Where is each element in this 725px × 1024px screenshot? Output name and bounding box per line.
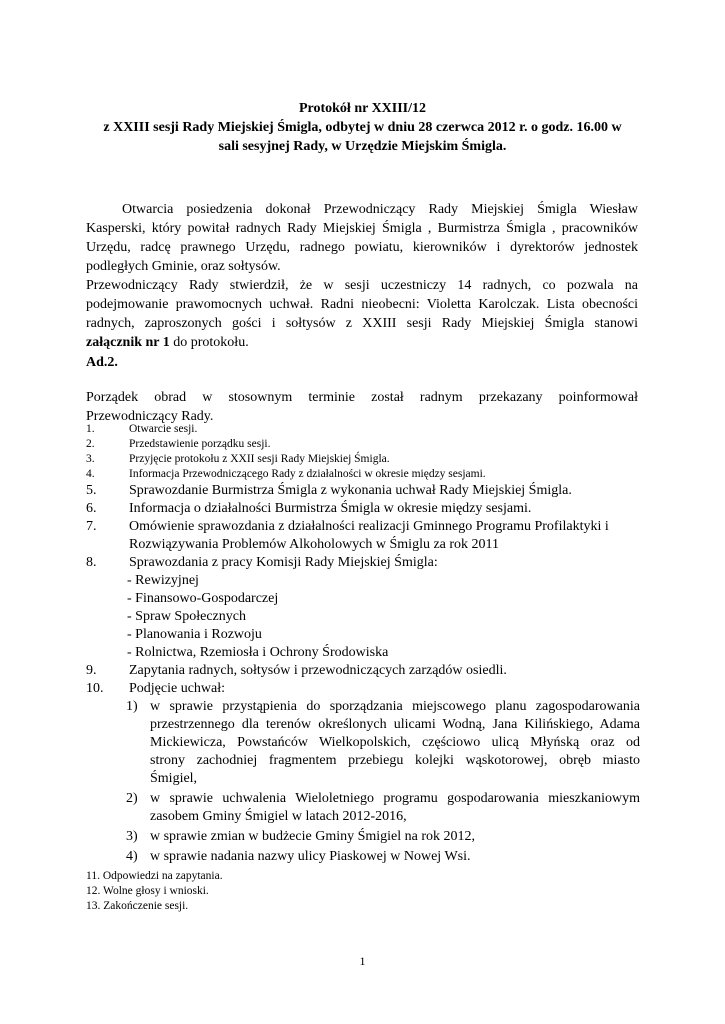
- agenda-item-number: 7.: [86, 519, 97, 534]
- opening-line: [86, 333, 638, 352]
- resolution-text: [150, 828, 640, 846]
- attachment-reference: załącznik nr 1: [86, 335, 170, 350]
- agenda-item: 12. Wolne głosy i wnioski.: [86, 885, 209, 897]
- agenda-item-text: Omówienie sprawozdania z działalności realizacji Gminnego Programu Profilaktyki i: [129, 519, 609, 534]
- resolution-text: [150, 698, 640, 788]
- agenda-item-number: 3.: [86, 453, 95, 465]
- agenda-item: 11. Odpowiedzi na zapytania.: [86, 870, 223, 882]
- resolution-line: zasobem Gminy Śmigiel w latach 2012-2016,: [150, 809, 407, 824]
- opening-line: radnych, zaproszonych gości i sołtysów z XXIII sesji Rady Miejskiej Śmigla stanowi: [86, 316, 638, 331]
- section-heading-ad2: Ad.2.: [86, 355, 118, 370]
- agenda-item-text: Informacja Przewodniczącego Rady z działalności w okresie między sesjami.: [129, 468, 486, 480]
- agenda-item-number: 8.: [86, 555, 97, 570]
- opening-line: podejmowanie prawomocnych uchwał. Radni nieobecni: Violetta Karolczak. Lista obecności: [86, 297, 638, 312]
- opening-paragraph: [86, 200, 638, 352]
- resolution-line: Mickiewicza, Powstańców Wielkopolskich, częściowo ulicą Młyńską oraz od: [150, 735, 640, 750]
- agenda-item-text: Przyjęcie protokołu z XXII sesji Rady Miejskiej Śmigla.: [129, 453, 390, 465]
- resolution-number: 3): [126, 829, 138, 844]
- resolution-text: [150, 848, 640, 866]
- resolution-number: 1): [126, 699, 138, 714]
- opening-line: Otwarcia posiedzenia dokonał Przewodniczący Rady Miejskiej Śmigla Wiesław: [122, 202, 638, 217]
- agenda-item-text: Sprawozdanie Burmistrza Śmigla z wykonania uchwał Rady Miejskiej Śmigla.: [129, 483, 572, 498]
- agenda-item-number: 9.: [86, 663, 97, 678]
- resolution-text: [150, 790, 640, 826]
- agenda-item-text: Rozwiązywania Problemów Alkoholowych w Śmiglu za rok 2011: [129, 537, 500, 552]
- resolution-line: Śmigiel,: [150, 771, 198, 786]
- agenda-item-text: Sprawozdania z pracy Komisji Rady Miejskiej Śmigla:: [129, 555, 438, 570]
- resolution-line: w sprawie przystąpienia do sporządzania miejscowego planu zagospodarowania: [150, 699, 640, 714]
- agenda-item: 13. Zakończenie sesji.: [86, 900, 189, 912]
- commission-item: - Rolnictwa, Rzemiosła i Ochrony Środowiska: [127, 645, 389, 660]
- attachment-suffix: do protokołu.: [169, 335, 249, 350]
- resolution-number: 4): [126, 849, 138, 864]
- resolution-line: w sprawie zmian w budżecie Gminy Śmigiel na rok 2012,: [150, 829, 476, 844]
- commission-item: - Rewizyjnej: [127, 573, 199, 588]
- agenda-item-number: 1.: [86, 423, 95, 435]
- agenda-item-number: 4.: [86, 468, 95, 480]
- agenda-item-number: 10.: [86, 681, 104, 696]
- agenda-item-text: Zapytania radnych, sołtysów i przewodniczących zarządów osiedli.: [129, 663, 507, 678]
- resolution-line: strony zachodniej fragmentem przebiegu kolejki wąskotorowej, obręb miasto: [150, 753, 640, 768]
- commission-item: - Planowania i Rozwoju: [127, 627, 262, 642]
- agenda-intro-line: Porządek obrad w stosownym terminie został radnym przekazany poinformował: [86, 390, 638, 405]
- commission-item: - Spraw Społecznych: [127, 609, 246, 624]
- resolution-number: 2): [126, 791, 138, 806]
- agenda-item-number: 5.: [86, 483, 97, 498]
- resolution-line: w sprawie uchwalenia Wieloletniego programu gospodarowania mieszkaniowym: [150, 791, 640, 806]
- opening-line: Urzędu, radcę prawnego Urzędu, radnego powiatu, kierowników i dyrektorów jednostek: [86, 240, 638, 255]
- protocol-title: Protokół nr XXIII/12: [298, 101, 427, 116]
- commission-item: - Finansowo-Gospodarczej: [127, 591, 279, 606]
- protocol-header: [60, 99, 665, 156]
- agenda-item-text: Otwarcie sesji.: [129, 423, 198, 435]
- opening-line: Kasperski, który powitał radnych Rady Miejskiej Śmigla , Burmistrza Śmigla , pracowników: [86, 221, 638, 236]
- agenda-item-number: 2.: [86, 438, 95, 450]
- agenda-item-text: Informacja o działalności Burmistrza Śmigla w okresie między sesjami.: [129, 501, 532, 516]
- opening-line: podległych Gminie, oraz sołtysów.: [86, 259, 281, 274]
- agenda-intro-line: Przewodniczący Rady.: [86, 409, 214, 424]
- resolution-line: przestrzennego dla terenów określonych ulicami Wodną, Jana Kilińskiego, Adama: [150, 717, 640, 732]
- resolution-line: w sprawie nadania nazwy ulicy Piaskowej w Nowej Wsi.: [150, 849, 471, 864]
- protocol-subtitle-line2: sali sesyjnej Rady, w Urzędzie Miejskim Śmigla.: [218, 139, 507, 154]
- agenda-item-text: Przedstawienie porządku sesji.: [129, 438, 271, 450]
- protocol-subtitle-line1: z XXIII sesji Rady Miejskiej Śmigla, odbytej w dniu 28 czerwca 2012 r. o godz. 16.00 w: [103, 120, 622, 135]
- opening-line: Przewodniczący Rady stwierdził, że w sesji uczestniczy 14 radnych, co pozwala na: [86, 278, 638, 293]
- page-number: 1: [359, 954, 366, 968]
- agenda-item-number: 6.: [86, 501, 97, 516]
- agenda-intro: [86, 388, 638, 426]
- agenda-item-text: Podjęcie uchwał:: [129, 681, 226, 696]
